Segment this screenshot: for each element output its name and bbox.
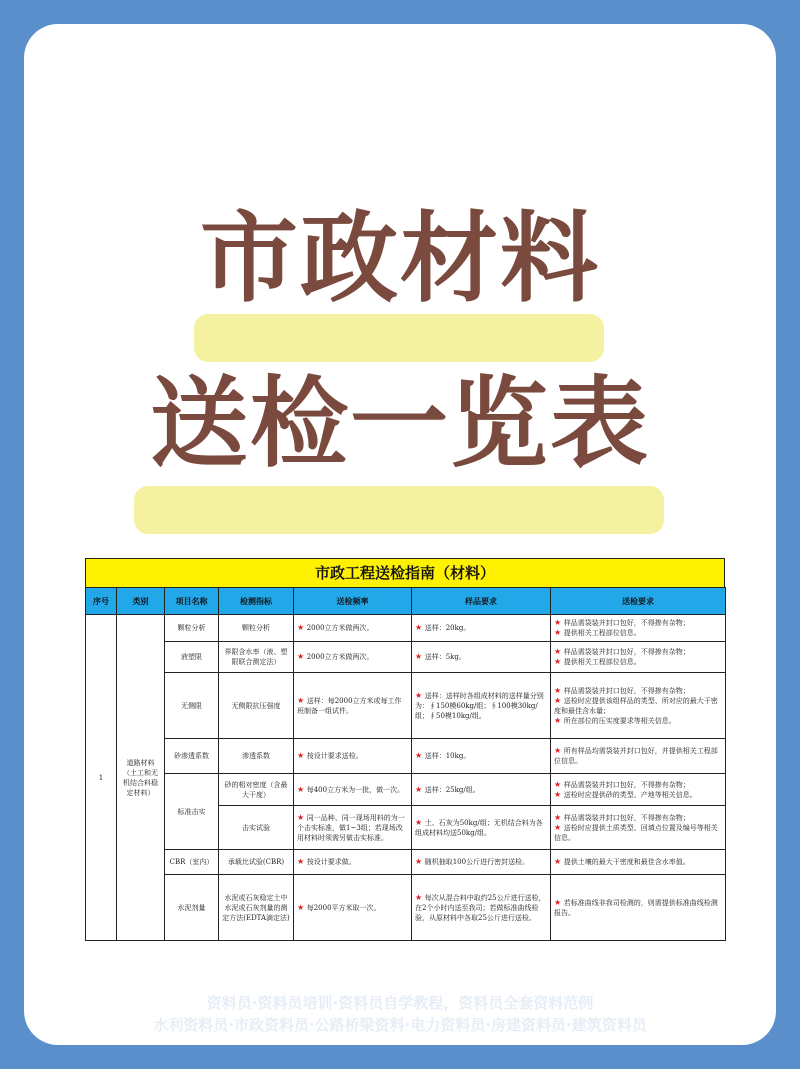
req-line: [554, 618, 722, 628]
star-icon: ★: [297, 623, 307, 632]
sample-text: 送样：10kg。: [424, 752, 471, 760]
cell-freq: [294, 806, 412, 850]
highlight-stroke-2: [134, 486, 664, 534]
table-row: [86, 673, 726, 739]
header-req: 送检要求: [551, 588, 726, 615]
req-line: [554, 898, 722, 918]
star-icon: ★: [554, 789, 564, 799]
star-icon: ★: [415, 892, 425, 902]
table-row: [86, 875, 726, 941]
star-icon: ★: [554, 812, 564, 822]
sample-text: 随机抽取100公斤进行密封送检。: [424, 858, 530, 866]
poster-card: [24, 24, 776, 1045]
star-icon: ★: [554, 857, 564, 866]
star-icon: ★: [554, 695, 564, 705]
req-line: [554, 686, 722, 696]
star-icon: ★: [297, 784, 307, 794]
req-line: [554, 813, 722, 823]
req-text: 若标准曲线非我司检测的，则需提供标准曲线检测报告。: [554, 898, 718, 917]
star-icon: ★: [554, 779, 564, 789]
cell-item: 水泥剂量: [165, 875, 219, 941]
freq-text: 每400立方米为一批，做一次。: [306, 785, 405, 794]
cell-param: 击实试验: [219, 806, 294, 850]
star-icon: ★: [415, 623, 425, 632]
material-table: [85, 587, 726, 941]
cell-freq: [294, 615, 412, 642]
header-category: 类别: [117, 588, 165, 615]
star-icon: ★: [554, 822, 564, 832]
star-icon: ★: [297, 695, 307, 705]
header-row: [86, 588, 726, 615]
cell-sample: [412, 642, 551, 673]
req-line: [554, 628, 722, 638]
req-line: [554, 657, 722, 667]
star-icon: ★: [554, 647, 564, 656]
table-row: [86, 739, 726, 774]
sample-text: 送样：25kg/组。: [424, 785, 480, 794]
cell-item: 颗粒分析: [165, 615, 219, 642]
cell-seq: 1: [86, 615, 117, 941]
cell-item: 液塑限: [165, 642, 219, 673]
req-text: 提供土壤的最大干密度和最佳含水率值。: [563, 858, 690, 866]
footer-line-1: 资料员·资料员培训·资料员自学教程，资料员全套资料范例: [206, 994, 594, 1012]
req-text: 样品需袋装并封口包好，不得掺有杂物；: [563, 648, 690, 656]
star-icon: ★: [554, 715, 564, 725]
table-row: [86, 850, 726, 875]
req-text: 样品需袋装并封口包好，不得掺有杂物；: [563, 813, 690, 822]
req-text: 样品需袋装并封口包好，不得掺有杂物；: [563, 686, 690, 695]
cell-item: 无侧限: [165, 673, 219, 739]
req-text: 样品需袋装并封口包好，不得掺有杂物；: [563, 619, 690, 627]
star-icon: ★: [415, 857, 425, 866]
req-text: 所有样品均需袋装并封口包好，并提供相关工程部位信息。: [554, 747, 718, 765]
req-text: 送检时应提供砂的类型、产地等相关信息。: [563, 790, 697, 799]
cell-sample: [412, 875, 551, 941]
req-text: 提供相关工程部位信息。: [563, 658, 641, 666]
cell-req: [551, 673, 726, 739]
req-line: [554, 696, 722, 716]
freq-text: 2000立方米做两次。: [306, 624, 374, 632]
header-param: 检测指标: [219, 588, 294, 615]
req-line: [554, 790, 722, 800]
star-icon: ★: [297, 652, 307, 661]
freq-text: 送样：每2000立方米或每工作班制备一组试件。: [297, 696, 402, 715]
req-text: 提供相关工程部位信息。: [563, 629, 641, 637]
cell-sample: [412, 673, 551, 739]
cell-param: 无侧限抗压强度: [219, 673, 294, 739]
cell-sample: [412, 806, 551, 850]
cell-req: [551, 642, 726, 673]
sample-text: 送样：5kg。: [424, 653, 466, 661]
cell-param: 界限含水率（液、塑限联合测定法）: [219, 642, 294, 673]
sample-text: 送样：20kg。: [424, 624, 471, 632]
star-icon: ★: [415, 652, 425, 661]
req-text: 所在部位的压实度要求等相关信息。: [563, 716, 676, 725]
req-text: 送检时应提供土质类型、回填点位置及编号等相关信息。: [554, 823, 718, 842]
cell-freq: [294, 739, 412, 774]
header-freq: 送检频率: [294, 588, 412, 615]
table-row: [86, 642, 726, 673]
sample-text: 送样：送样时各组成材料的送样量分别为：∮150模60kg/组；∮100模30kg/组；∮50模10kg/组。: [415, 691, 544, 720]
cell-param: 承载比试验(CBR): [219, 850, 294, 875]
req-line: [554, 780, 722, 790]
freq-text: 每2000平方米取一次。: [306, 903, 381, 912]
sample-text: 每次从混合料中取约25公斤进行送检，在2个小时内送至我司；若做标准曲线检验，从原材料中各取25公斤进行送检。: [415, 893, 546, 922]
cell-sample: [412, 615, 551, 642]
req-text: 样品需袋装并封口包好，不得掺有杂物；: [563, 780, 690, 789]
cell-sample: [412, 850, 551, 875]
cell-param: 渗透系数: [219, 739, 294, 774]
highlight-stroke-1: [194, 314, 604, 362]
inspection-table: [85, 558, 725, 941]
cell-req: [551, 774, 726, 806]
freq-text: 按设计要求送检。: [306, 752, 363, 760]
sample-text: 土、石灰为50kg/组；无机结合料为各组成材料均送50kg/组。: [415, 818, 543, 837]
footer-line-2: 水利资料员·市政资料员·公路桥梁资料·电力资料员·房建资料员·建筑资料员: [153, 1016, 647, 1034]
freq-text: 按设计要求做。: [306, 858, 356, 866]
table-row: [86, 774, 726, 806]
cell-param: 颗粒分析: [219, 615, 294, 642]
table-row: [86, 615, 726, 642]
cell-req: [551, 739, 726, 774]
star-icon: ★: [297, 751, 307, 760]
req-line: [554, 857, 722, 867]
headline-line-1: 市政材料: [199, 202, 600, 316]
cell-freq: [294, 774, 412, 806]
star-icon: ★: [554, 657, 564, 666]
cell-freq: [294, 875, 412, 941]
req-line: [554, 716, 722, 726]
freq-text: 2000立方米做两次。: [306, 653, 374, 661]
cell-req: [551, 615, 726, 642]
cell-param: 砂的相对密度（含最大干度）: [219, 774, 294, 806]
cell-item: CBR（室内）: [165, 850, 219, 875]
star-icon: ★: [554, 685, 564, 695]
header-no: 序号: [86, 588, 117, 615]
star-icon: ★: [415, 784, 425, 794]
cell-freq: [294, 642, 412, 673]
star-icon: ★: [297, 812, 307, 822]
star-icon: ★: [297, 857, 307, 866]
cell-req: [551, 850, 726, 875]
headline-line-2: 送检一览表: [149, 367, 650, 481]
star-icon: ★: [415, 751, 425, 760]
header-sample: 样品要求: [412, 588, 551, 615]
cell-freq: [294, 850, 412, 875]
cell-item: 标准击实: [165, 774, 219, 850]
cell-req: [551, 875, 726, 941]
cell-sample: [412, 739, 551, 774]
req-line: [554, 647, 722, 657]
freq-text: 同一品种、同一现场用料的为一个击实标准，做1~3组；若现场改用材料时须需另做击实标准。: [297, 813, 405, 842]
req-text: 送检时应提供该组样品的类型、所对应的最大干密度和最佳含水量；: [554, 696, 718, 715]
req-line: [554, 746, 722, 766]
cell-category: 道路材料（土工和无机结合料稳定材料）: [117, 615, 165, 941]
star-icon: ★: [297, 902, 307, 912]
star-icon: ★: [554, 628, 564, 637]
cell-sample: [412, 774, 551, 806]
table-title: 市政工程送检指南（材料）: [85, 558, 725, 587]
star-icon: ★: [415, 690, 425, 700]
star-icon: ★: [554, 618, 564, 627]
header-item: 项目名称: [165, 588, 219, 615]
cell-req: [551, 806, 726, 850]
star-icon: ★: [554, 897, 564, 907]
cell-param: 水泥或石灰稳定土中水泥或石灰剂量的测定方法(EDTA滴定法): [219, 875, 294, 941]
star-icon: ★: [415, 817, 425, 827]
req-line: [554, 823, 722, 843]
star-icon: ★: [554, 746, 564, 755]
cell-item: 砂渗透系数: [165, 739, 219, 774]
cell-freq: [294, 673, 412, 739]
